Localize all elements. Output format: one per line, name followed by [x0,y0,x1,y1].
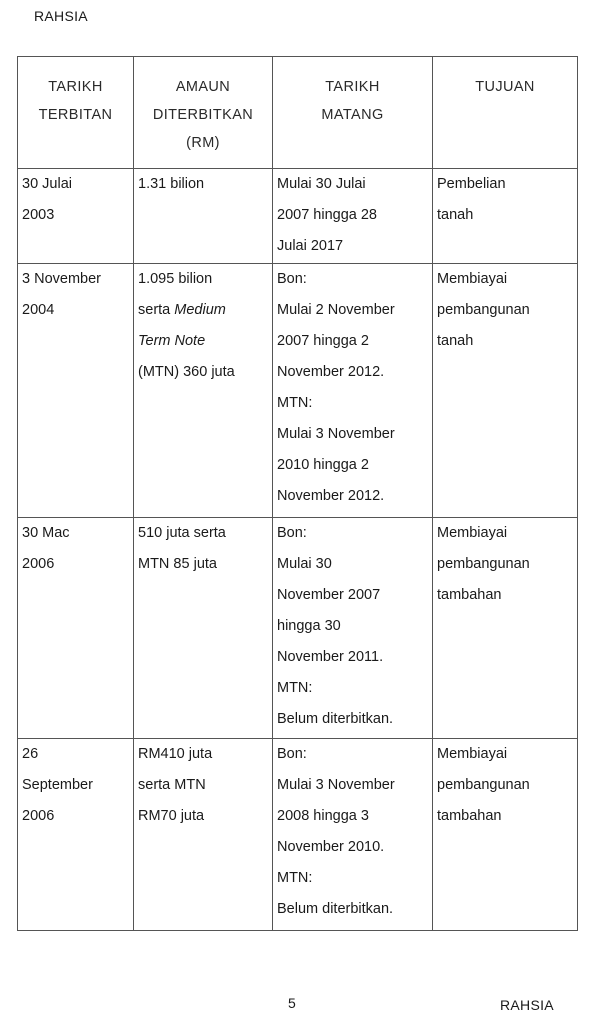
cell-text: November 2010. [277,839,385,855]
table-row [18,169,578,264]
cell-text: 2006 [22,808,55,824]
cell-amaun [134,169,273,264]
header-text: (RM) [186,135,220,151]
header-text: MATANG [321,107,384,123]
cell-text: 2008 hingga 3 [277,808,369,824]
table-header-row [18,57,578,169]
cell-text: tanah [437,207,474,223]
cell-text-italic: Medium [174,302,226,318]
cell-text: Pembelian [437,176,506,192]
cell-amaun [134,739,273,931]
table-row [18,264,578,518]
cell-tarikh-terbitan [18,739,134,931]
cell-text: November 2012. [277,488,385,504]
cell-text: Membiayai [437,271,508,287]
cell-tarikh-terbitan [18,169,134,264]
cell-text: 2010 hingga 2 [277,457,369,473]
cell-text: Membiayai [437,746,508,762]
cell-tujuan [433,518,578,739]
cell-amaun [134,518,273,739]
cell-text: Mulai 3 November [277,426,395,442]
cell-text: Mulai 30 Julai [277,176,366,192]
cell-text: 2007 hingga 28 [277,207,377,223]
cell-amaun [134,264,273,518]
cell-tarikh-matang [273,169,433,264]
cell-text: pembangunan [437,777,530,793]
cell-text: Membiayai [437,525,508,541]
header-confidential-mark: RAHSIA [34,8,88,24]
header-tarikh-matang [273,57,433,169]
cell-text: RM70 juta [138,808,205,824]
cell-text: 30 Mac [22,525,70,541]
cell-text: Mulai 2 November [277,302,395,318]
cell-text: serta MTN [138,777,206,793]
cell-tujuan [433,739,578,931]
cell-text: 2003 [22,207,55,223]
cell-tujuan [433,264,578,518]
header-amaun-diterbitkan [134,57,273,169]
header-text: DITERBITKAN [152,107,254,123]
cell-text: 2004 [22,302,55,318]
cell-text: November 2012. [277,364,385,380]
cell-text: Belum diterbitkan. [277,901,394,917]
cell-tarikh-terbitan [18,518,134,739]
cell-text-mixed [138,295,268,326]
cell-text: 1.095 bilion [138,271,213,287]
cell-text: Bon: [277,746,307,762]
cell-text-italic: Term Note [138,333,206,349]
cell-tarikh-matang [273,264,433,518]
cell-text: 510 juta serta [138,525,226,541]
cell-text: Mulai 3 November [277,777,395,793]
cell-text: MTN: [277,680,313,696]
cell-text: 2007 hingga 2 [277,333,369,349]
cell-text: Julai 2017 [277,238,344,254]
cell-text: Belum diterbitkan. [277,711,394,727]
cell-text: (MTN) 360 juta [138,364,235,380]
cell-text: hingga 30 [277,618,341,634]
table-row [18,518,578,739]
cell-text: 30 Julai [22,176,72,192]
cell-text: November 2007 [277,587,381,603]
header-text: TERBITAN [38,107,113,123]
cell-text: November 2011. [277,649,384,665]
footer-confidential-mark: RAHSIA [500,997,554,1013]
cell-text: 2006 [22,556,55,572]
cell-text: Bon: [277,525,307,541]
cell-text: tambahan [437,587,502,603]
header-text: TARIKH [325,79,380,95]
cell-text: pembangunan [437,556,530,572]
cell-tarikh-matang [273,739,433,931]
cell-text: MTN: [277,870,313,886]
cell-text: tambahan [437,808,502,824]
cell-text: 3 November [22,271,101,287]
bond-issuance-table [17,56,578,931]
cell-text: September [22,777,93,793]
cell-text: 26 [22,746,39,762]
cell-tujuan [433,169,578,264]
header-text: TUJUAN [475,79,535,95]
cell-text: 1.31 bilion [138,176,205,192]
cell-text: MTN 85 juta [138,556,217,572]
page-number: 5 [288,995,296,1011]
cell-text: Mulai 30 [277,556,332,572]
cell-tarikh-terbitan [18,264,134,518]
cell-text: RM410 juta [138,746,213,762]
table-row [18,739,578,931]
cell-tarikh-matang [273,518,433,739]
cell-text: pembangunan [437,302,530,318]
cell-text: tanah [437,333,474,349]
cell-text: MTN: [277,395,313,411]
header-text: AMAUN [175,79,231,95]
header-tujuan [433,57,578,169]
header-text: TARIKH [48,79,103,95]
cell-text: Bon: [277,271,307,287]
cell-text: serta [138,302,175,318]
header-tarikh-terbitan [18,57,134,169]
